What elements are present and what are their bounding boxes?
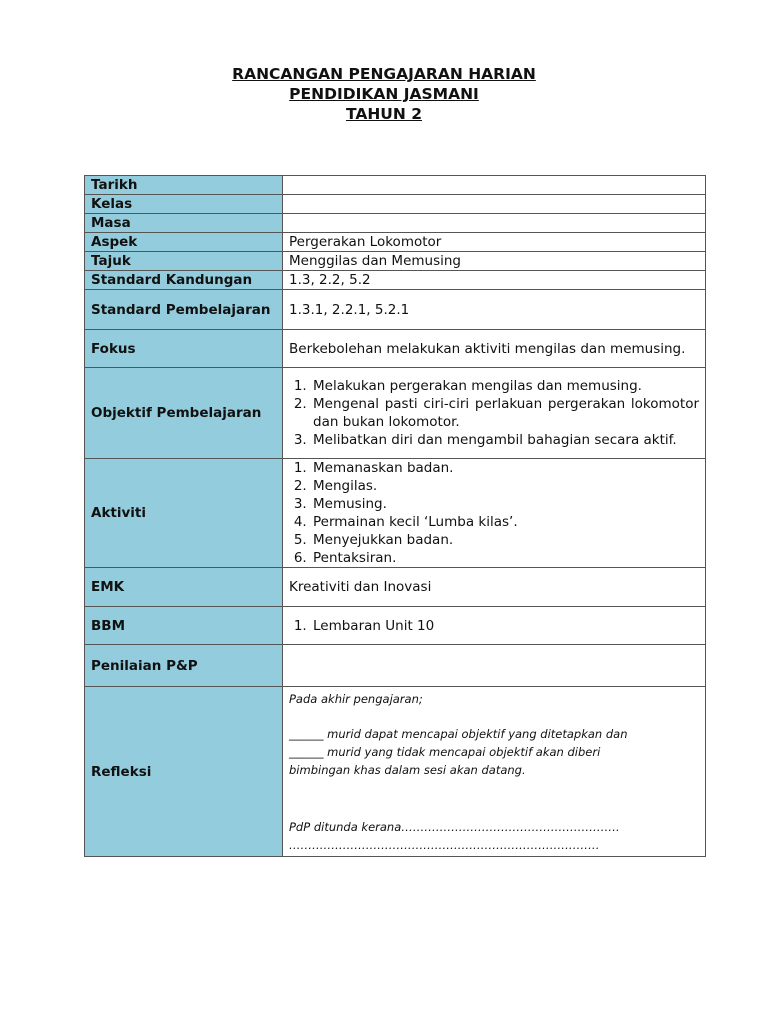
refleksi-text-2: murid yang tidak mencapai objektif akan diberi: [323, 744, 601, 759]
value-kelas[interactable]: [283, 195, 706, 214]
blank-field-1[interactable]: ______: [289, 726, 324, 741]
objektif-item: 1. Melakukan pergerakan mengilas dan memusing.: [311, 377, 699, 395]
bbm-item: 1. Lembaran Unit 10: [311, 617, 699, 635]
aktiviti-item: 4. Permainan kecil ‘Lumba kilas’.: [311, 513, 699, 531]
refleksi-text-1: murid dapat mencapai objektif yang ditetapkan dan: [323, 726, 628, 741]
row-kelas: [85, 195, 706, 214]
value-penilaian[interactable]: [283, 645, 706, 687]
label-standard-pembelajaran: Standard Pembelajaran: [85, 290, 283, 330]
aktiviti-item: 6. Pentaksiran.: [311, 549, 699, 567]
bbm-list: [289, 617, 699, 635]
aktiviti-list: [289, 459, 699, 567]
row-objektif: [85, 368, 706, 459]
value-standard-pembelajaran: 1.3.1, 2.2.1, 5.2.1: [283, 290, 706, 330]
refleksi-line-2: [289, 743, 699, 761]
refleksi-intro: Pada akhir pengajaran;: [289, 691, 423, 706]
aktiviti-item: 2. Mengilas.: [311, 477, 699, 495]
row-refleksi: [85, 687, 706, 857]
lesson-plan-table: [84, 175, 706, 857]
label-standard-kandungan: Standard Kandungan: [85, 271, 283, 290]
label-aspek: Aspek: [85, 233, 283, 252]
title-line-1: RANCANGAN PENGAJARAN HARIAN: [232, 65, 536, 83]
label-masa: Masa: [85, 214, 283, 233]
row-aspek: [85, 233, 706, 252]
row-aktiviti: [85, 459, 706, 568]
label-fokus: Fokus: [85, 330, 283, 368]
title-line-3: TAHUN 2: [345, 105, 423, 123]
title-line-2: PENDIDIKAN JASMANI: [289, 85, 479, 103]
row-fokus: [85, 330, 706, 368]
label-tarikh: Tarikh: [85, 176, 283, 195]
aktiviti-item: 5. Menyejukkan badan.: [311, 531, 699, 549]
value-refleksi: [283, 687, 706, 857]
objektif-item: 2. Mengenal pasti ciri-ciri perlakuan pergerakan lokomotor dan bukan lokomotor.: [311, 395, 699, 431]
aktiviti-item: 1. Memanaskan badan.: [311, 459, 699, 477]
row-penilaian: [85, 645, 706, 687]
aktiviti-item: 3. Memusing.: [311, 495, 699, 513]
row-tarikh: [85, 176, 706, 195]
label-aktiviti: Aktiviti: [85, 459, 283, 568]
label-penilaian: Penilaian P&P: [85, 645, 283, 687]
label-emk: EMK: [85, 568, 283, 607]
label-objektif: Objektif Pembelajaran: [85, 368, 283, 459]
label-tajuk: Tajuk: [85, 252, 283, 271]
value-masa[interactable]: [283, 214, 706, 233]
label-kelas: Kelas: [85, 195, 283, 214]
value-bbm: [283, 607, 706, 645]
row-standard-kandungan: [85, 271, 706, 290]
blank-field-2[interactable]: ______: [289, 744, 324, 759]
label-bbm: BBM: [85, 607, 283, 645]
value-objektif: [283, 368, 706, 459]
refleksi-pdp: PdP ditunda kerana…………………………………………………: [289, 819, 620, 834]
row-bbm: [85, 607, 706, 645]
refleksi-line-3: bimbingan khas dalam sesi akan datang.: [289, 762, 526, 777]
row-masa: [85, 214, 706, 233]
row-standard-pembelajaran: [85, 290, 706, 330]
value-emk: Kreativiti dan Inovasi: [283, 568, 706, 607]
objektif-item: 3. Melibatkan diri dan mengambil bahagian secara aktif.: [311, 431, 699, 449]
refleksi-dots: ………………………………………………………………………: [289, 837, 600, 852]
row-emk: [85, 568, 706, 607]
value-tajuk: Menggilas dan Memusing: [283, 252, 706, 271]
document-title: [0, 64, 768, 124]
value-aktiviti: [283, 459, 706, 568]
value-fokus: Berkebolehan melakukan aktiviti mengilas dan memusing.: [283, 330, 706, 368]
refleksi-line-1: [289, 725, 699, 743]
value-aspek: Pergerakan Lokomotor: [283, 233, 706, 252]
value-standard-kandungan: 1.3, 2.2, 5.2: [283, 271, 706, 290]
label-refleksi: Refleksi: [85, 687, 283, 857]
objektif-list: [289, 377, 699, 449]
value-tarikh[interactable]: [283, 176, 706, 195]
row-tajuk: [85, 252, 706, 271]
